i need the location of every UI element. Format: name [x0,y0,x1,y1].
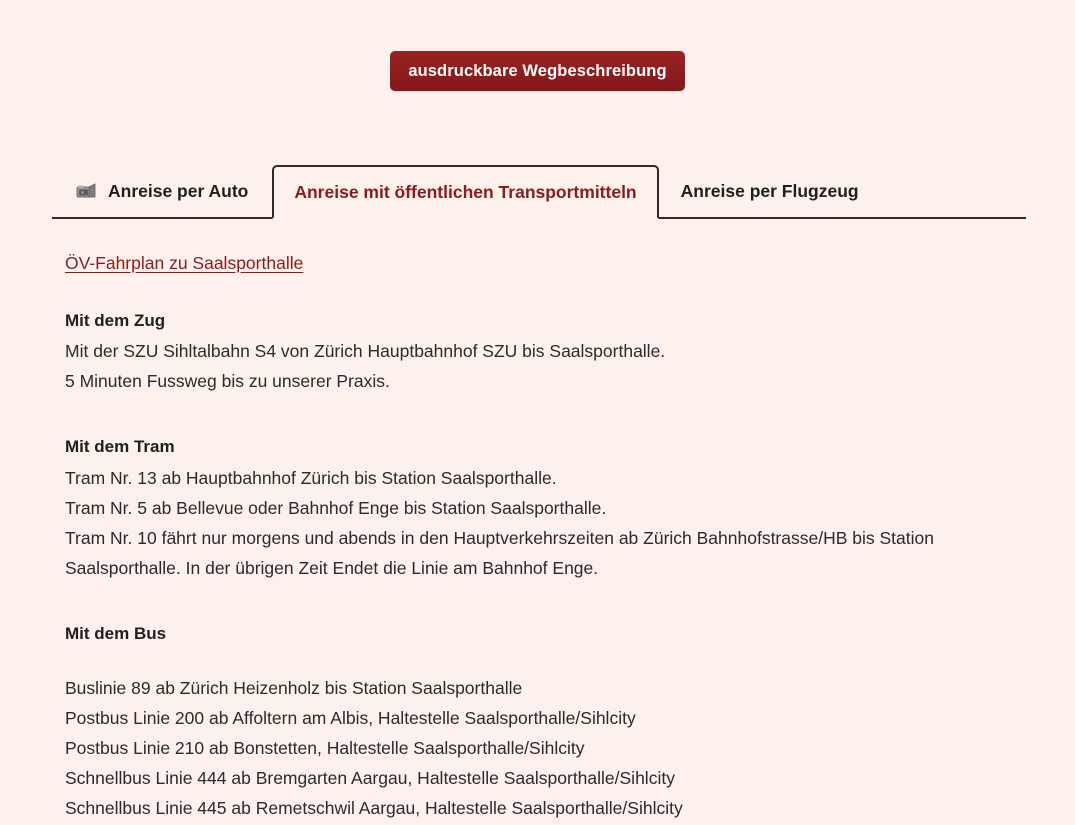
tab-anreise-per-flugzeug[interactable] [659,163,881,217]
text-line: Postbus Linie 200 ab Affoltern am Albis, Haltestelle Saalsporthalle/Sihlcity [65,708,636,729]
text-line: Tram Nr. 10 fährt nur morgens und abends in den Hauptverkehrszeiten ab Zürich Bahnhofstrasse/HB bis Station Saalsporthalle. In der übrigen Zeit Endet die Linie am Bahnhof Enge. [65,527,934,578]
text-line: Schnellbus Linie 445 ab Remetschwil Aargau, Haltestelle Saalsporthalle/Sihlcity [65,798,683,819]
section-train [65,308,1025,397]
tab-anreise-mit-oeffentlichen-transportmitteln[interactable] [272,165,658,219]
oev-fahrplan-link[interactable]: ÖV-Fahrplan zu Saalsporthalle [65,253,304,273]
text-line: Mit der SZU Sihltalbahn S4 von Zürich Hauptbahnhof SZU bis Saalsporthalle. [65,341,666,362]
section-lines [65,673,1025,823]
tab-list [52,163,1026,219]
text-line: Tram Nr. 13 ab Hauptbahnhof Zürich bis Station Saalsporthalle. [65,467,557,488]
tab-bar [52,163,1026,219]
tab-anreise-per-auto[interactable] [52,163,272,217]
print-button-row [0,51,1075,91]
tab-label: Anreise mit öffentlichen Transportmitteln [294,181,637,202]
section-title: Mit dem Bus [65,623,167,643]
text-line: 5 Minuten Fussweg bis zu unserer Praxis. [65,371,390,392]
section-title: Mit dem Tram [65,437,175,457]
tab-panel-public-transport [65,252,1025,823]
text-line: Postbus Linie 210 ab Bonstetten, Haltestelle Saalsporthalle/Sihlcity [65,738,585,759]
section-lines [65,336,1025,396]
text-line: Tram Nr. 5 ab Bellevue oder Bahnhof Enge bis Station Saalsporthalle. [65,497,607,518]
tab-label: Anreise per Auto [108,180,249,201]
car-icon [76,181,98,201]
printable-directions-button[interactable]: ausdruckbare Wegbeschreibung [390,51,684,91]
section-bus [65,621,1025,824]
text-line: Schnellbus Linie 444 ab Bremgarten Aargau, Haltestelle Saalsporthalle/Sihlcity [65,768,675,789]
text-line: Buslinie 89 ab Zürich Heizenholz bis Station Saalsporthalle [65,678,523,699]
section-title: Mit dem Zug [65,310,166,330]
section-tram [65,434,1025,583]
section-lines [65,463,1025,583]
tab-label: Anreise per Flugzeug [680,180,859,201]
